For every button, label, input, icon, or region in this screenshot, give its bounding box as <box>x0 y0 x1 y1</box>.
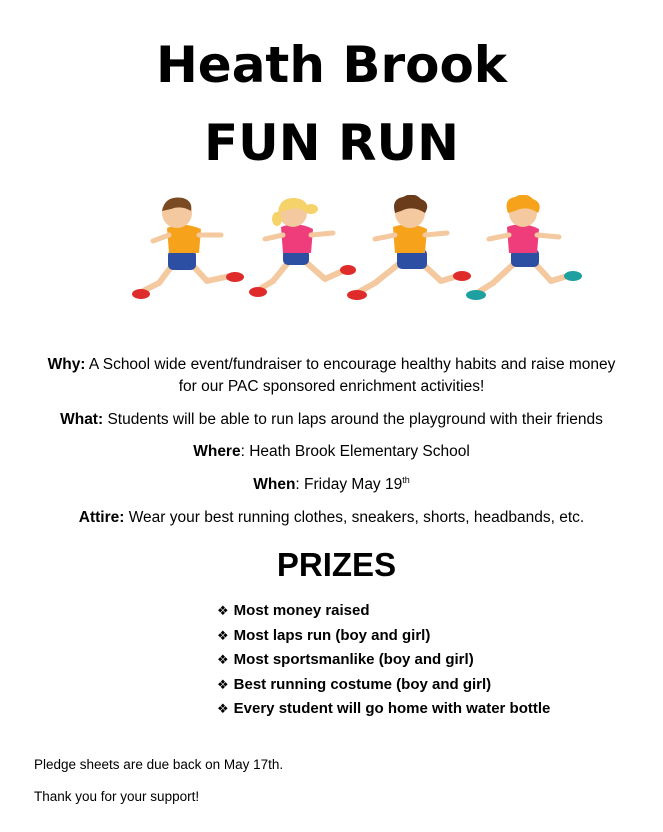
why-line-2 <box>0 376 663 398</box>
prize-item <box>217 624 550 649</box>
diamond-bullet-icon: ❖ <box>217 702 229 717</box>
pledge-note: Pledge sheets are due back on May 17th. <box>34 757 284 772</box>
prize-text: Most sportsmanlike (boy and girl) <box>233 651 474 668</box>
what-text: Students will be able to run laps around the playground with their friends <box>103 411 603 428</box>
diamond-bullet-icon: ❖ <box>217 677 229 693</box>
prize-text: Every student will go home with water bottle <box>233 700 551 717</box>
what-label: What: <box>60 411 104 428</box>
diamond-bullet-icon: ❖ <box>217 628 229 644</box>
prize-text: Best running costume (boy and girl) <box>233 675 492 693</box>
why-label: Why: <box>47 356 86 373</box>
diamond-bullet-icon: ❖ <box>217 653 229 668</box>
attire-line <box>0 507 663 529</box>
where-text: : Heath Brook Elementary School <box>240 443 470 460</box>
runner-1 <box>132 198 244 299</box>
why-line-1 <box>0 354 663 376</box>
why-text-continued: for our PAC sponsored enrichment activities! <box>178 378 485 395</box>
prize-item <box>217 599 550 624</box>
title-line-2: FUN RUN <box>204 114 459 172</box>
prize-list <box>217 599 550 722</box>
diamond-bullet-icon: ❖ <box>217 604 229 619</box>
when-line <box>0 474 663 496</box>
prize-text: Most laps run (boy and girl) <box>233 626 431 644</box>
attire-text: Wear your best running clothes, sneakers, shorts, headbands, etc. <box>124 509 585 526</box>
why-text: A School wide event/fundraiser to encourage healthy habits and raise money <box>85 356 616 373</box>
prize-item <box>217 673 550 698</box>
attire-label: Attire: <box>78 509 125 526</box>
runner-3 <box>347 195 471 300</box>
prize-item <box>217 697 550 722</box>
when-suffix: th <box>402 475 410 485</box>
runner-2 <box>249 198 356 297</box>
where-label: Where <box>193 443 241 460</box>
when-label: When <box>253 476 296 493</box>
runner-4 <box>466 195 582 300</box>
when-text: : Friday May 19 <box>295 476 403 493</box>
thank-you-note: Thank you for your support! <box>34 789 200 804</box>
prize-text: Most money raised <box>233 602 370 619</box>
title-line-1: Heath Brook <box>155 36 508 94</box>
prize-item <box>217 648 550 673</box>
running-children-illustration <box>125 195 595 310</box>
prizes-heading: PRIZES <box>276 546 397 583</box>
what-line <box>0 409 663 431</box>
where-line <box>0 441 663 463</box>
